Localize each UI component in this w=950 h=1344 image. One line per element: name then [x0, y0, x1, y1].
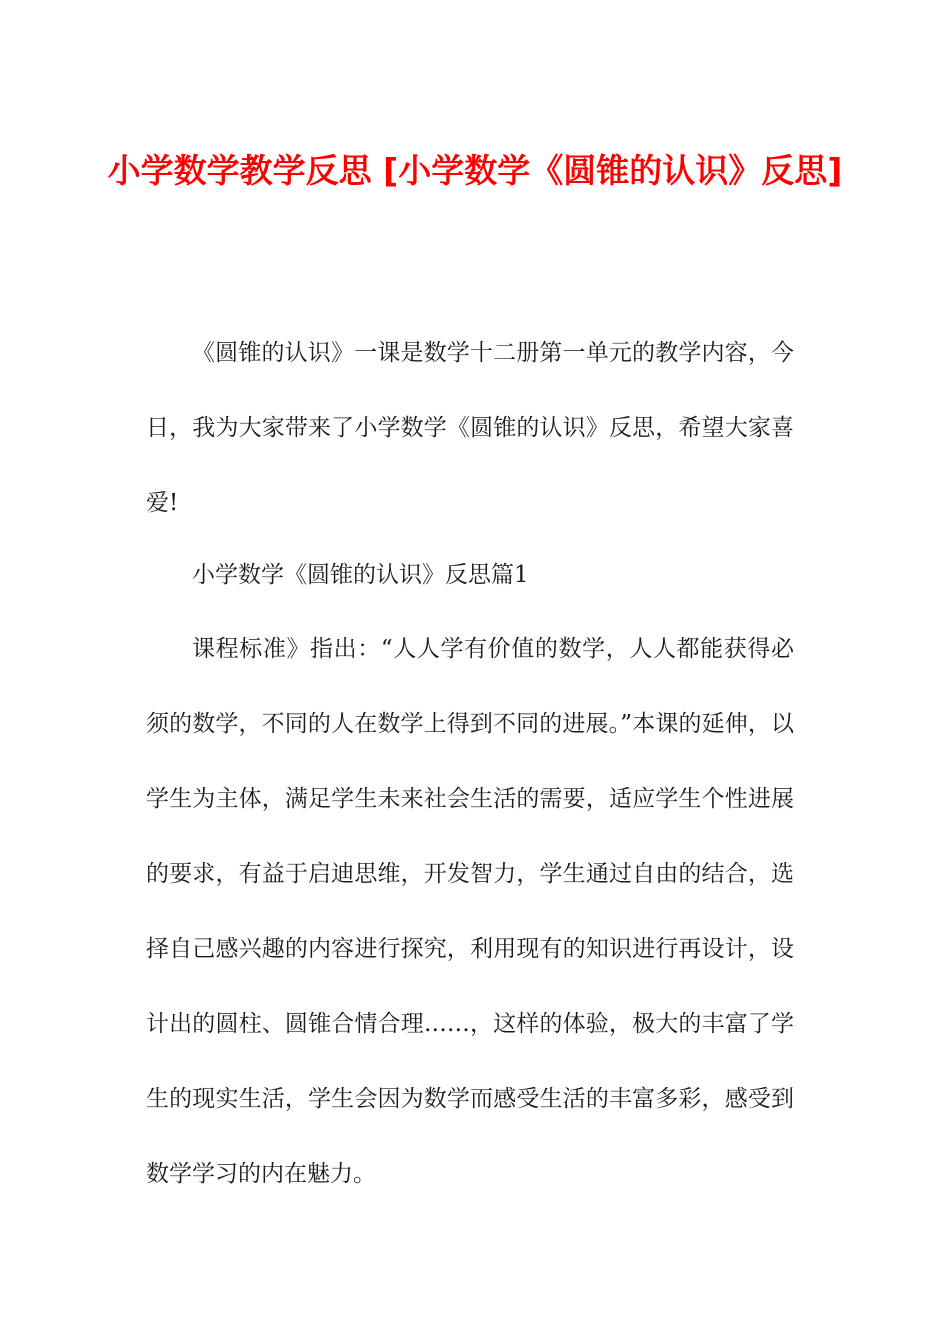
- intro-paragraph: 《圆锥的认识》一课是数学十二册第一单元的教学内容，今日，我为大家带来了小学数学《圆锥的认识》反思，希望大家喜爱!: [146, 340, 794, 516]
- section-heading: 小学数学《圆锥的认识》反思篇1: [192, 562, 529, 588]
- document-title: 小学数学教学反思 [小学数学《圆锥的认识》反思]: [107, 151, 843, 190]
- body-paragraph: 课程标准》指出：“人人学有价值的数学，人人都能获得必须的数学，不同的人在数学上得到不同的进展。”本课的延伸，以学生为主体，满足学生未来社会生活的需要，适应学生个性进展的要求，有益于启迪思维，开发智力，学生通过自由的结合，选择自己感兴趣的内容进行探究，利用现有的知识进行再设计，设计出的圆柱、圆锥合情合理……，这样的体验，极大的丰富了学生的现实生活，学生会因为数学而感受生活的丰富多彩，感受到数学学习的内在魅力。: [146, 636, 794, 1187]
